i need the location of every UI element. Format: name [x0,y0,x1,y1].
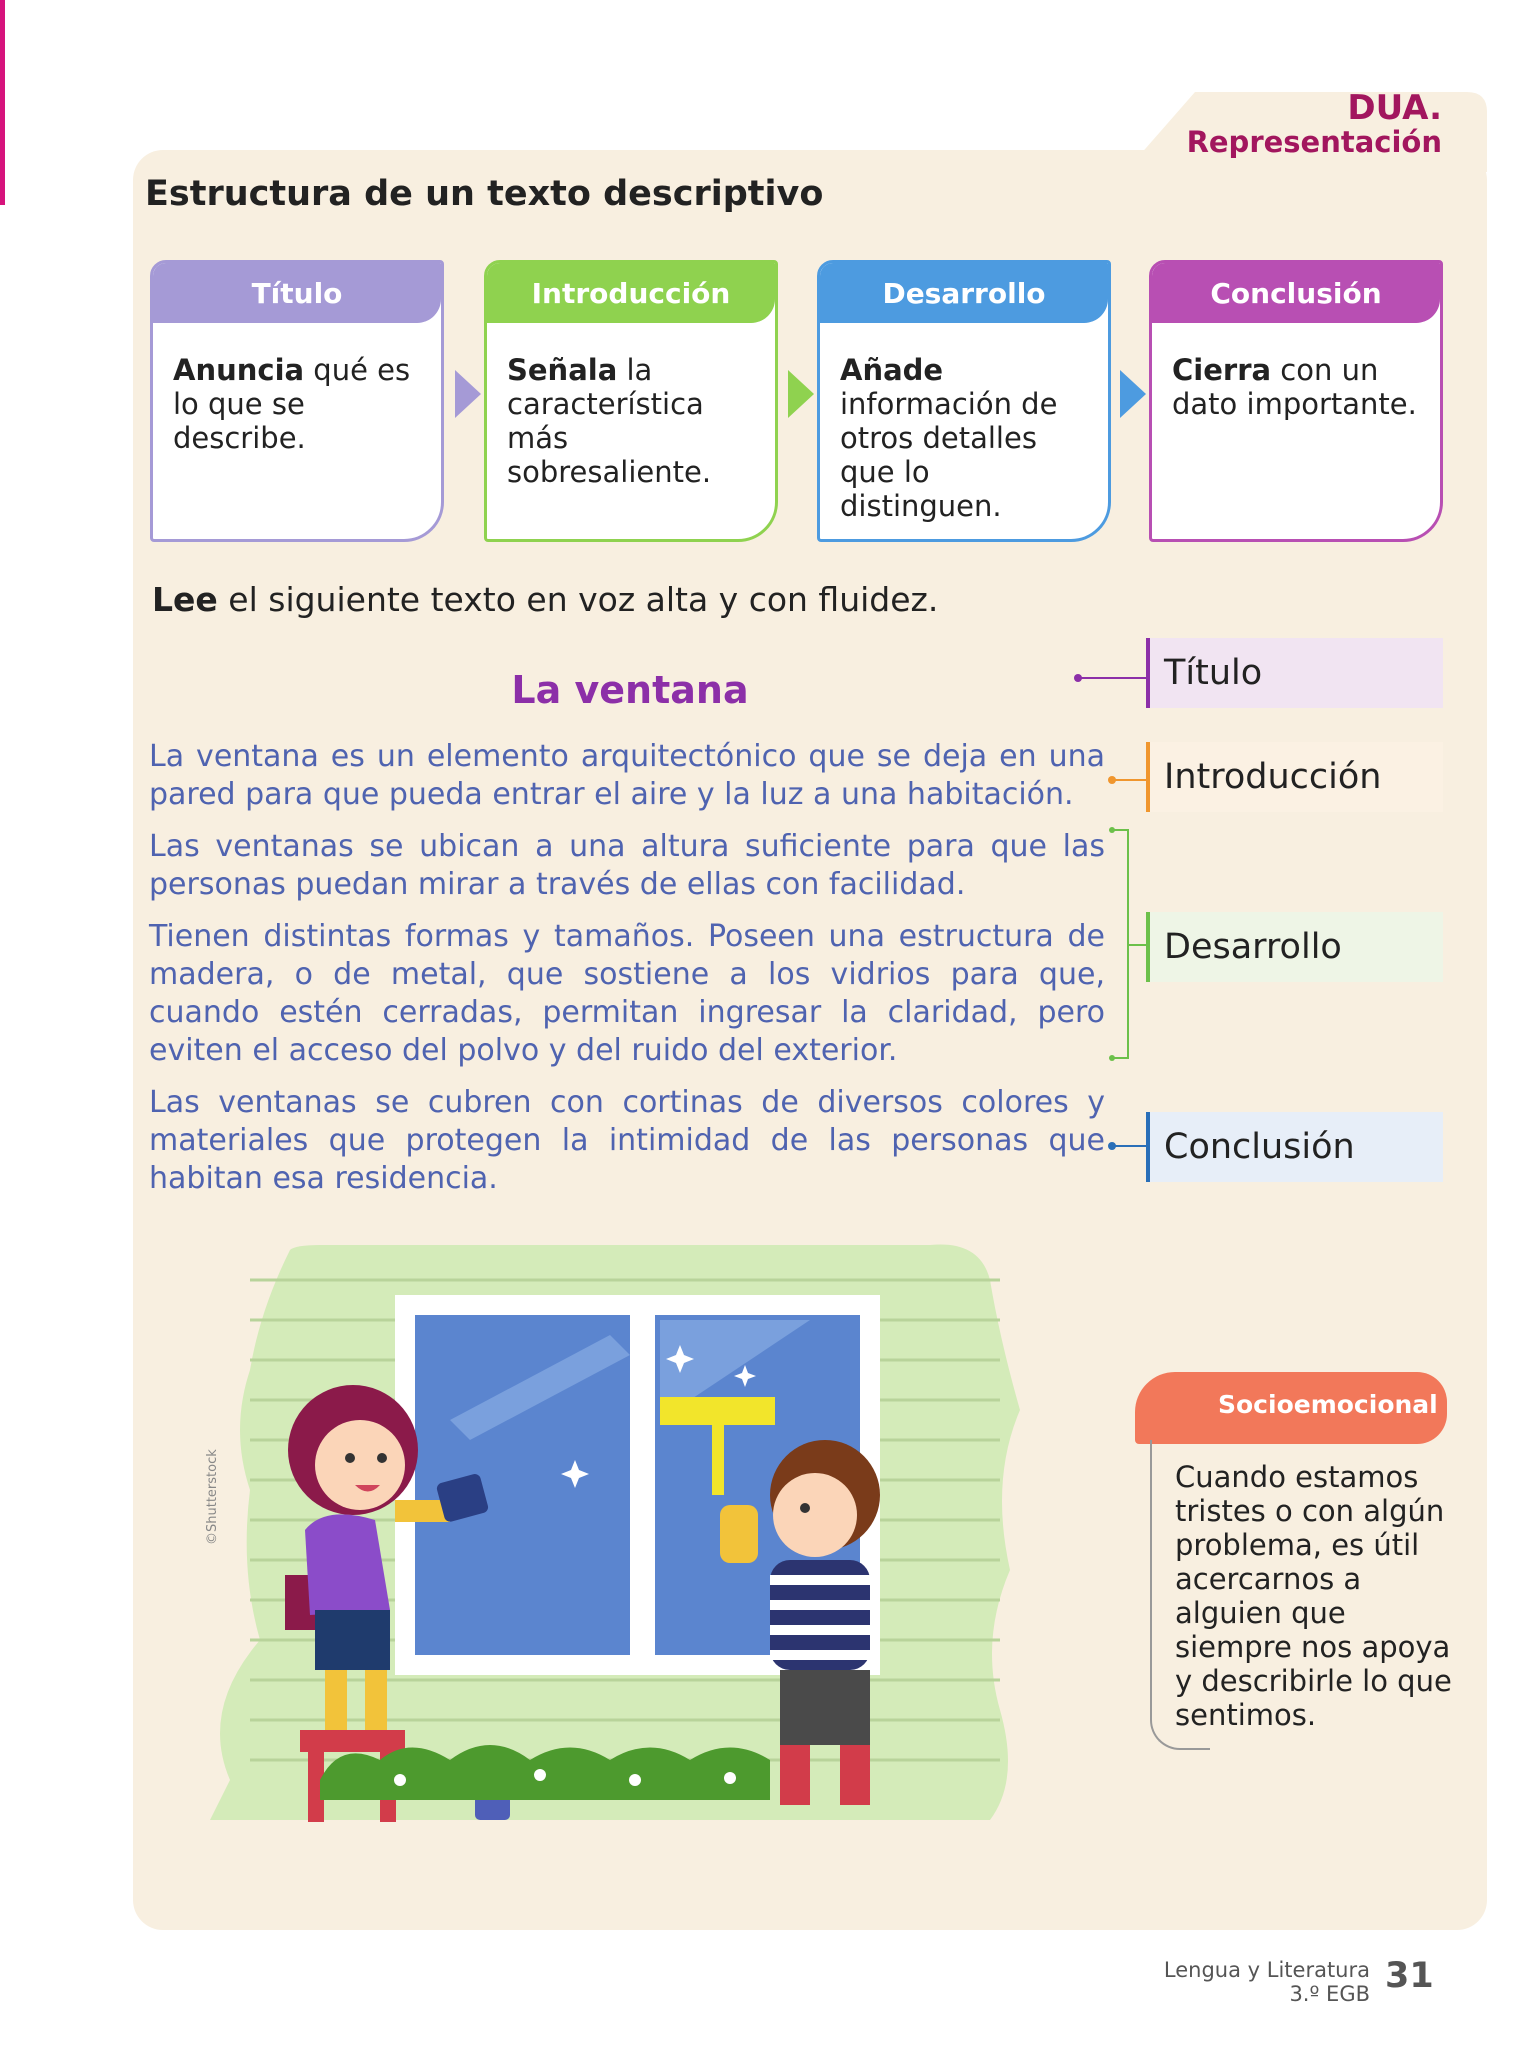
story-title: La ventana [511,668,749,712]
arrow-icon [788,370,814,418]
card-header: Desarrollo [820,263,1108,323]
card-body [487,323,775,489]
card-header: Conclusión [1152,263,1440,323]
kids-cleaning-window-illustration [190,1240,1050,1880]
card-bold: Cierra [1172,353,1272,387]
page-number: 31 [1385,1956,1434,1996]
story-paragraph: Tienen distintas formas y tamaños. Poseen una estructura de madera, o de metal, que sostiene a los vidrios para que, cuando estén cerradas, permitan ingresar la claridad, pero eviten el acceso del polvo y del ruido del exterior. [149,919,1105,1068]
socio-text: Cuando estamos tristes o con algún problema, es útil acercarnos a alguien que siempre nos apoya y describirle lo que sentimos. [1175,1460,1452,1732]
card-text: qué es lo que se describe. [173,353,411,455]
side-label-titulo: Título [1146,638,1443,708]
card-header: Título [153,263,441,323]
card-bold: Señala [507,353,618,387]
section-title: Estructura de un texto descriptivo [145,174,824,214]
side-label-introduccion: Introducción [1146,742,1443,812]
card-bold: Añade [840,353,944,387]
footer-grade: 3.º EGB [1289,1982,1370,2006]
card-introduccion [484,260,778,542]
card-text: con un dato importante. [1172,353,1417,421]
card-bold: Anuncia [173,353,305,387]
card-text: la característica más sobresaliente. [507,353,712,489]
socio-label: Socioemocional [1218,1390,1438,1419]
arrow-icon [455,370,481,418]
card-text: información de otros detalles que lo distinguen. [840,387,1058,523]
story-paragraph: La ventana es un elemento arquitectónico que se deja en una pared para que pueda entrar el aire y la luz a una habitación. [149,739,1105,812]
card-body [1152,323,1440,421]
card-titulo [150,260,444,542]
instruction-text: el siguiente texto en voz alta y con fluidez. [217,580,939,619]
page-edge-bar [0,0,5,205]
story-paragraph: Las ventanas se ubican a una altura suficiente para que las personas puedan mirar a través de ellas con facilidad. [149,829,1105,902]
card-body [820,323,1108,523]
story-paragraph: Las ventanas se cubren con cortinas de diversos colores y materiales que protegen la intimidad de las personas que habitan esa residencia. [149,1085,1105,1196]
instruction [152,580,938,619]
card-body [153,323,441,455]
image-credit: ©Shutterstock [205,1449,220,1545]
side-label-desarrollo: Desarrollo [1146,912,1443,982]
footer-subject: Lengua y Literatura [1163,1958,1370,1982]
card-header: Introducción [487,263,775,323]
card-desarrollo [817,260,1111,542]
dua-title: DUA. [1347,88,1442,128]
arrow-icon [1120,370,1146,418]
instruction-bold: Lee [152,580,218,619]
side-label-conclusion: Conclusión [1146,1112,1443,1182]
card-conclusion [1149,260,1443,542]
dua-subtitle: Representación [1186,125,1442,159]
